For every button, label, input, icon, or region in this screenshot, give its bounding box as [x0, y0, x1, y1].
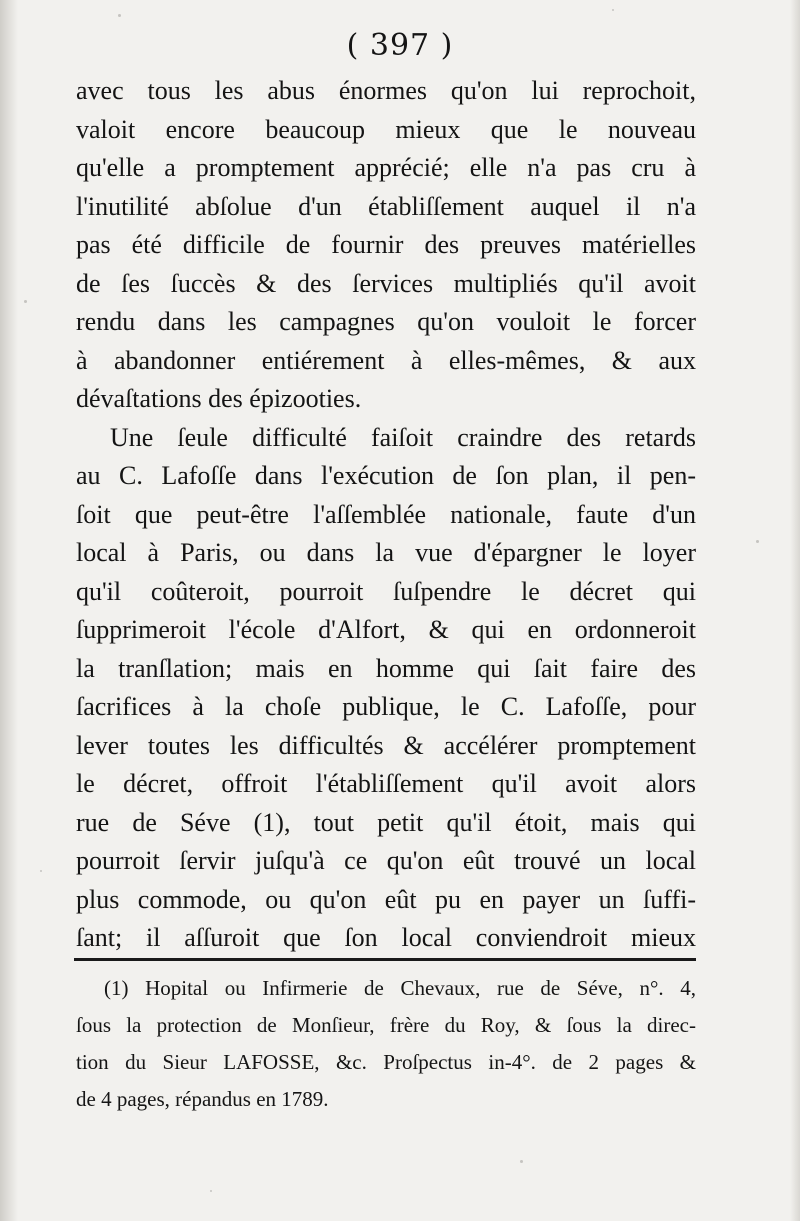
footnote-line: de 4 pages, répandus en 1789.	[76, 1087, 329, 1111]
body-line: ſoit que peut-être l'aſſemblée nationale, faute d'un	[76, 499, 696, 529]
body-line: de ſes ſuccès & des ſervices multipliés qu'il avoit	[76, 268, 696, 298]
body-line: au C. Lafoſſe dans l'exécution de ſon plan, il pen-	[76, 461, 696, 490]
body-line: pourroit ſervir juſqu'à ce qu'on eût trouvé un local	[76, 846, 696, 875]
body-line: pas été difficile de fournir des preuves matérielles	[76, 230, 696, 259]
footnote-divider	[74, 958, 696, 961]
body-line: la tranſlation; mais en homme qui ſait faire des	[76, 653, 696, 683]
body-line: rendu dans les campagnes qu'on vouloit le forcer	[76, 307, 696, 336]
body-line: qu'il coûteroit, pourroit ſuſpendre le décret qui	[76, 576, 696, 606]
body-text	[76, 72, 696, 958]
body-line: l'inutilité abſolue d'un établiſſement auquel il n'a	[76, 191, 696, 221]
body-line: ſacrifices à la choſe publique, le C. Lafoſſe, pour	[76, 692, 696, 721]
body-line: à abandonner entiérement à elles-mêmes, & aux	[76, 345, 696, 375]
footnote-line: tion du Sieur LAFOSSE, &c. Proſpectus in-4°. de 2 pages &	[76, 1050, 696, 1074]
page-edge-shadow-right	[790, 0, 800, 1221]
body-line: local à Paris, ou dans la vue d'épargner le loyer	[76, 538, 696, 567]
body-line: lever toutes les difficultés & accélérer promptement	[76, 730, 696, 760]
page-number: ( 397 )	[346, 28, 454, 63]
page-edge-shadow-left	[0, 0, 18, 1221]
body-line: Une ſeule difficulté faiſoit craindre des retards	[110, 422, 696, 452]
footnote	[76, 970, 696, 1118]
footnote-line: ſous la protection de Monſieur, frère du Roy, & ſous la direc-	[76, 1013, 696, 1037]
body-line: valoit encore beaucoup mieux que le nouveau	[76, 114, 696, 144]
body-line: ſupprimeroit l'école d'Alfort, & qui en ordonneroit	[76, 615, 696, 644]
body-line: le décret, offroit l'établiſſement qu'il avoit alors	[76, 769, 696, 798]
body-line: ſant; il aſſuroit que ſon local conviendroit mieux	[76, 923, 696, 952]
body-line: qu'elle a promptement apprécié; elle n'a pas cru à	[76, 153, 696, 182]
body-line: avec tous les abus énormes qu'on lui reprochoit,	[76, 76, 696, 105]
body-line: plus commode, ou qu'on eût pu en payer un ſuffi-	[76, 884, 696, 914]
body-line: rue de Séve (1), tout petit qu'il étoit, mais qui	[76, 807, 696, 837]
footnote-line: (1) Hopital ou Infirmerie de Chevaux, rue de Séve, n°. 4,	[104, 976, 696, 1000]
body-line: dévaſtations des épizooties.	[76, 384, 362, 413]
